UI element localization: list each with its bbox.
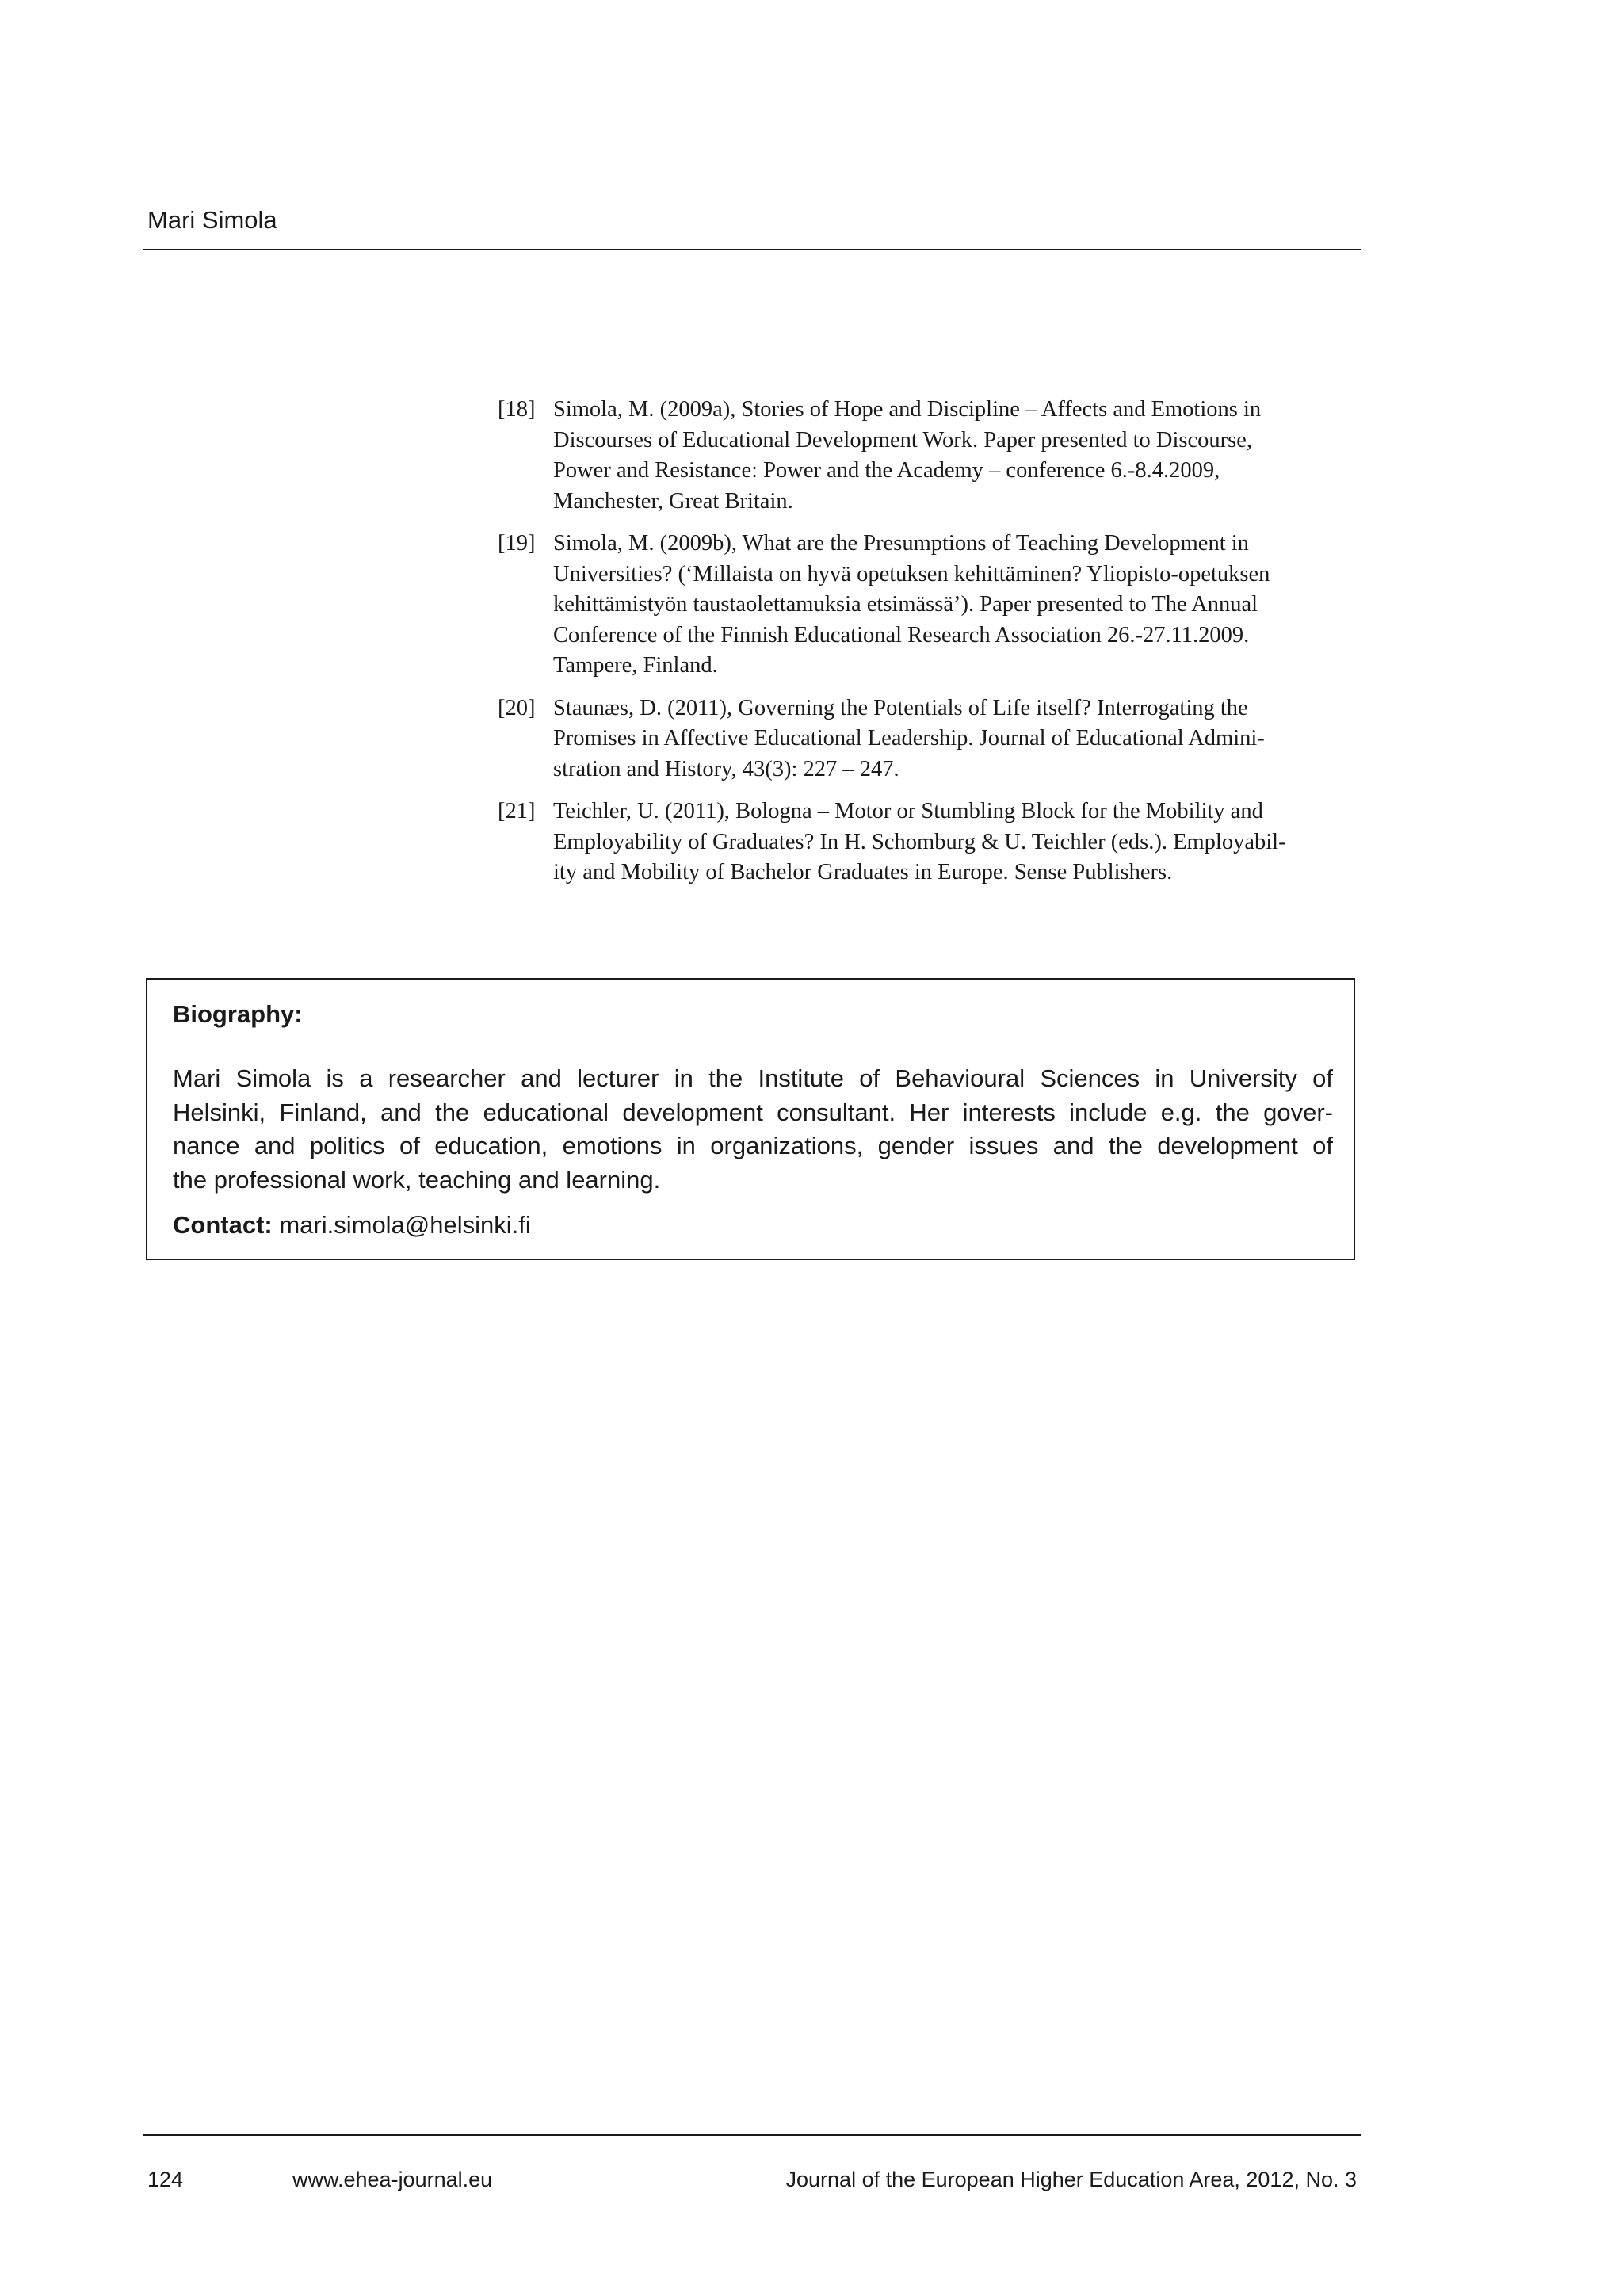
reference-line: Staunæs, D. (2011), Governing the Potentials of Life itself? Interrogating the <box>553 695 1248 720</box>
biography-box <box>146 978 1355 1260</box>
biography-heading: Biography: <box>173 1000 303 1028</box>
biography-line: nance and politics of education, emotions in organizations, gender issues and the development of <box>173 1132 1333 1159</box>
biography-text <box>173 1062 1333 1197</box>
footer-rule <box>143 2134 1361 2136</box>
reference-text <box>553 693 1363 785</box>
reference-item <box>498 797 1363 888</box>
page-number: 124 <box>147 2168 184 2191</box>
reference-list <box>498 395 1363 900</box>
header-rule <box>143 249 1361 250</box>
reference-number: [21] <box>498 799 536 823</box>
biography-line: the professional work, teaching and learning. <box>173 1165 661 1194</box>
reference-line: Conference of the Finnish Educational Research Association 26.-27.11.2009. <box>553 622 1250 648</box>
reference-line: Discourses of Educational Development Work. Paper presented to Discourse, <box>553 427 1253 453</box>
reference-line: Simola, M. (2009b), What are the Presumptions of Teaching Development in <box>553 531 1249 556</box>
reference-line: Employability of Graduates? In H. Schomburg & U. Teichler (eds.). Employabil- <box>553 829 1286 854</box>
biography-line: Mari Simola is a researcher and lecturer in the Institute of Behavioural Sciences in University of <box>173 1064 1333 1092</box>
reference-line: Tampere, Finland. <box>553 653 718 678</box>
reference-number: [20] <box>498 695 536 720</box>
reference-line: Simola, M. (2009a), Stories of Hope and Discipline – Affects and Emotions in <box>553 397 1262 422</box>
reference-number: [19] <box>498 531 536 556</box>
biography-contact <box>173 1209 531 1241</box>
reference-line: ity and Mobility of Bachelor Graduates in Europe. Sense Publishers. <box>553 860 1173 884</box>
running-header-author: Mari Simola <box>147 206 277 234</box>
reference-number: [18] <box>498 397 536 422</box>
reference-line: Universities? (‘Millaista on hyvä opetuksen kehittäminen? Yliopisto-opetuksen <box>553 561 1270 586</box>
reference-line: Teichler, U. (2011), Bologna – Motor or Stumbling Block for the Mobility and <box>553 799 1263 823</box>
journal-citation: Journal of the European Higher Education Area, 2012, No. 3 <box>785 2168 1357 2191</box>
reference-text <box>553 529 1363 682</box>
contact-email[interactable]: mari.simola@helsinki.fi <box>279 1211 531 1239</box>
reference-line: kehittämistyön taustaolettamuksia etsimässä’). Paper presented to The Annual <box>553 592 1258 617</box>
reference-text <box>553 797 1363 888</box>
reference-item <box>498 693 1363 785</box>
contact-label: Contact: <box>173 1211 273 1239</box>
reference-line: Promises in Affective Educational Leadership. Journal of Educational Admini- <box>553 726 1265 751</box>
biography-line: Helsinki, Finland, and the educational development consultant. Her interests include e.g. the gover- <box>173 1098 1333 1126</box>
reference-item <box>498 395 1363 517</box>
reference-text <box>553 395 1363 517</box>
reference-item <box>498 529 1363 682</box>
reference-line: Manchester, Great Britain. <box>553 488 793 514</box>
reference-line: Power and Resistance: Power and the Academy – conference 6.-8.4.2009, <box>553 458 1220 483</box>
journal-website-link[interactable]: www.ehea-journal.eu <box>292 2168 493 2191</box>
reference-line: stration and History, 43(3): 227 – 247. <box>553 756 899 781</box>
